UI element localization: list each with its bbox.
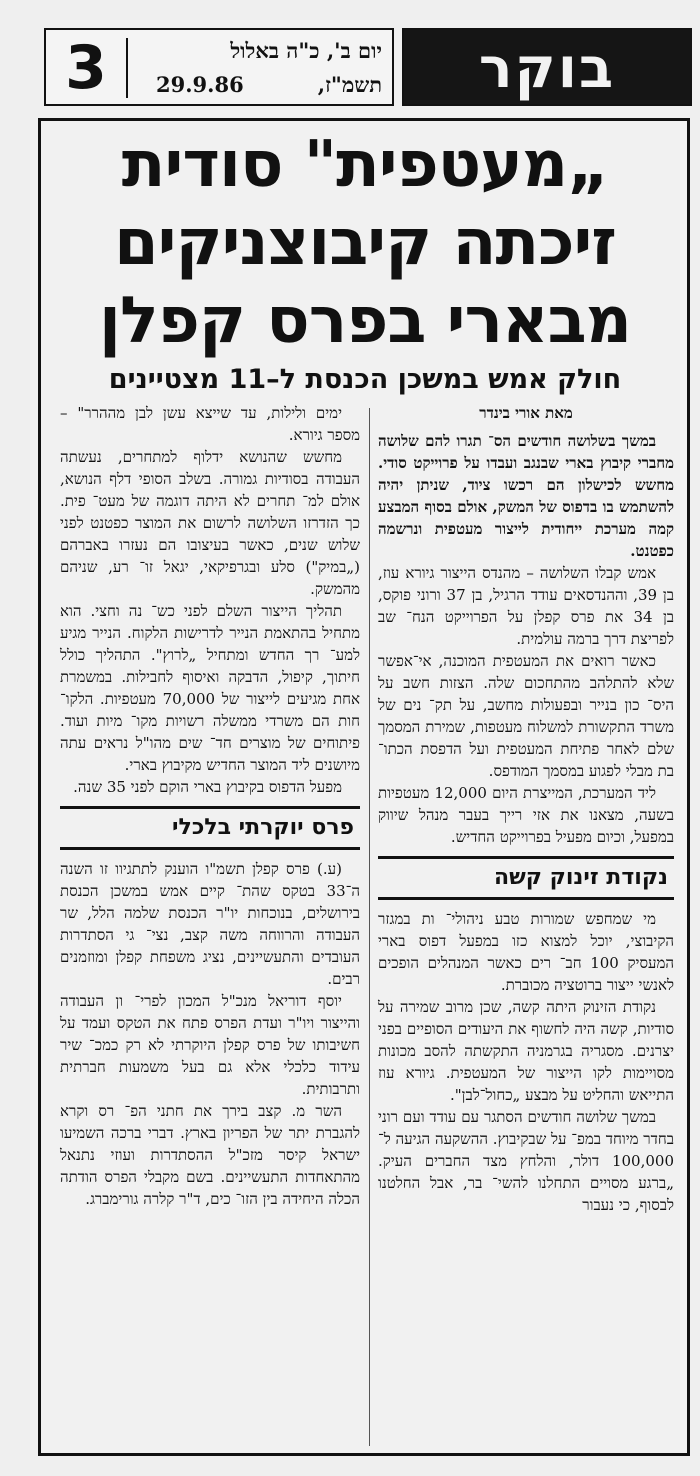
section-subtitle: נקודת זינוק קשה (378, 856, 674, 900)
headline-line3: מבארי בפרס קפלן (99, 284, 631, 358)
article-paragraph: במשך בשלושה חודשים הס־ תגרו להם שלושה מחברי קיבוץ בארי שבנגב ועבדו על פרוייקט סודי. מחשש לכישלון הם רכשו ציוד, שניתן יהיה להשתמש בו בדפוס של המשק, אולם בסוף המבצע קמה מערכת ייחודית לייצור מעטפית ונרשמה כפטנט. (378, 432, 674, 560)
headline (60, 126, 670, 360)
article-paragraph: יוסף דוריאל מנכ"ל המכון לפרי־ ון העבודה והייצור ויו"ר ועדת הפרס פתח את הטקס ועמד על חשיבותו של פרס קפלן היוקרתי לא רק כמכ־ שיר עידוד כלכלי אלא גם בעל משמעות חברתית ותרבותית. (60, 992, 360, 1098)
article-paragraph: תהליך הייצור השלם לפני כש־ נה וחצי. הוא מתחיל בהתאמת הנייר לדרישות הלקוח. הנייר מגיע למע־ רך החדש ומתחיל „לרוץ". התהליך כולל חיתוך, קיפול, הדבקה ואיסוף לחבילות. במשמרת אחת מגיעים לייצור של 70,000 מעטפיות. הלקו־ חות הם משרדי ממשלה רשויות מקו־ מיות ועוד. פיתוחים של מוצרים חד־ שים מהו"ל נראים עתה מיושנים ליד המוצר החדיש מקיבוץ בארי. (60, 602, 360, 774)
headline-line1: „מעטפית" סודית (121, 128, 609, 202)
article-paragraph: ימים ולילות, עד שייצא עשן לבן מההרר" – מספר גיורא. (60, 404, 360, 444)
article-column-left (60, 402, 360, 1210)
article-paragraph: כאשר רואים את המעטפית המוכנה, אי־אפשר שלא להתלהב מהתחכום שלה. הצזות חשב על היס־ כון בנייר ובפעולות מחשב, על תק־ נים של משרד התקשורת למשלוח מעטפות, שמירת המסמך שלם לאחר פתיחת המעטפית ועל הדפסת הכתו־ בת מבלי לפגוע במסמך המודפס. (378, 652, 674, 780)
byline: מאת אורי בינדר (479, 404, 573, 422)
headline-line2: זיכתה קיבוצניקים (114, 206, 616, 280)
subheadline: חולק אמש במשכן הכנסת ל–11 מצטיינים (108, 364, 622, 395)
article-paragraph: מי שמחפש שמורות טבע ניהולי־ ות במגזר הקיבוצי, יוכל למצוא כזו במפעל דפוס בארי המעסיק 100 חב־ רים כאשר המנהלים הופכים לאנשי ייצור ברוטציה מכוברת. (378, 910, 674, 994)
article-paragraph: אמש קבלו השלושה – מהנדס הייצור גיורא עוז, בן 39, וההנדסאים עודד הרגיל, בן 37 ורוני פוקס, בן 34 את פרס קפלן על הפרוייקט הנח־ שב לפריצת דרך ברמה עולמית. (378, 564, 674, 648)
article-paragraph: נקודת הזינוק היתה קשה, שכן מרוב שמירה על סודיות, קשה היה לחשוף את היעודים הסופיים בפני יצרנים. מסגריה בגרמניה התקשתה להסב מכונות מסויימות לקו הייצור של המעטפית. גיורא עוז התייאש והחליט על מבצע „כחול־לבן". (378, 998, 674, 1104)
article-paragraph: (ע.) פרס קפלן תשמ"ו הוענק לתתגיוו זו השנה ה־33 בטקס שהת־ קיים אמש במשכן הכנסת בירושלים, בנוכחות יו"ר הכנסת שלמה הלל, שר העבודה והרווחה משה קצב, נצי־ גי הסתדרות העובדים והתעשיינים, נציג משפחת קפלן ומוזמנים רבים. (60, 860, 360, 988)
date-hebrew-line1: יום ב', כ"ה באלול (230, 38, 382, 63)
newspaper-logo: בוקר (402, 28, 692, 106)
masthead (44, 28, 692, 108)
article-paragraph: השר מ. קצב בירך את חתני הפ־ רס וקרא להגברת יתר של הפריון בארץ. דברי ברכה השמיעו ישראל קיסר מזכ"ל ההסתדרות ועוזי נתנאל מהתאחדות התעשיינים. בשם מקבלי הפרס הודתה הכלה היחידה בין הזו־ כים, ד"ר קלרה גורימברג. (60, 1102, 360, 1208)
column-divider (369, 408, 370, 1446)
article-column-right (378, 402, 674, 1216)
date-hebrew-line2: תשמ"ז, (317, 72, 382, 97)
page-number: 3 (65, 33, 107, 103)
article-paragraph: במשך שלושה חודשים הסתגר עם עודד ועם רוני בחדר מיוחד במפ־ על שבקיבוץ. ההשקעה הגיעה ל־ 100,000 דולר, והלחץ מצד החברים העיק. „ברגע מסויים התחלנו להשי־ בר, אבל החלטנו לבסוף, כי נעבור (378, 1108, 674, 1214)
date-numeric: 29.9.86 (156, 72, 244, 97)
article-paragraph: מפעל הדפוס בקיבוץ בארי הוקם לפני 35 שנה. (73, 778, 342, 796)
article-paragraph: ליד המערכת, המייצרת היום 12,000 מעטפיות בשעה, מצאנו את אזי רייך בעבר מנהל שיווק במפעל, וכיום מפעיל בפרוייקט החדיש. (378, 784, 674, 846)
section-subtitle: פרס יוקרתי בלכלי (60, 806, 360, 850)
date-box (44, 28, 394, 106)
article-paragraph: מחשש שהנושא ידלוף למתחרים, נעשתה העבודה בסודיות גמורה. בשלב הסופי דלף הנושא, אולם למ־ תחרים לא היתה דוגמה של מעט־ פית. כך הזדרזו השלושה לרשום את המוצר כפטנט לפני שלוש שנים, כאשר בעיצובו הם נעזרו באברהם („במיק") סלע ובגרפיקאי, יגאל זו־ רע, שניהם מהמשק. (60, 448, 360, 598)
